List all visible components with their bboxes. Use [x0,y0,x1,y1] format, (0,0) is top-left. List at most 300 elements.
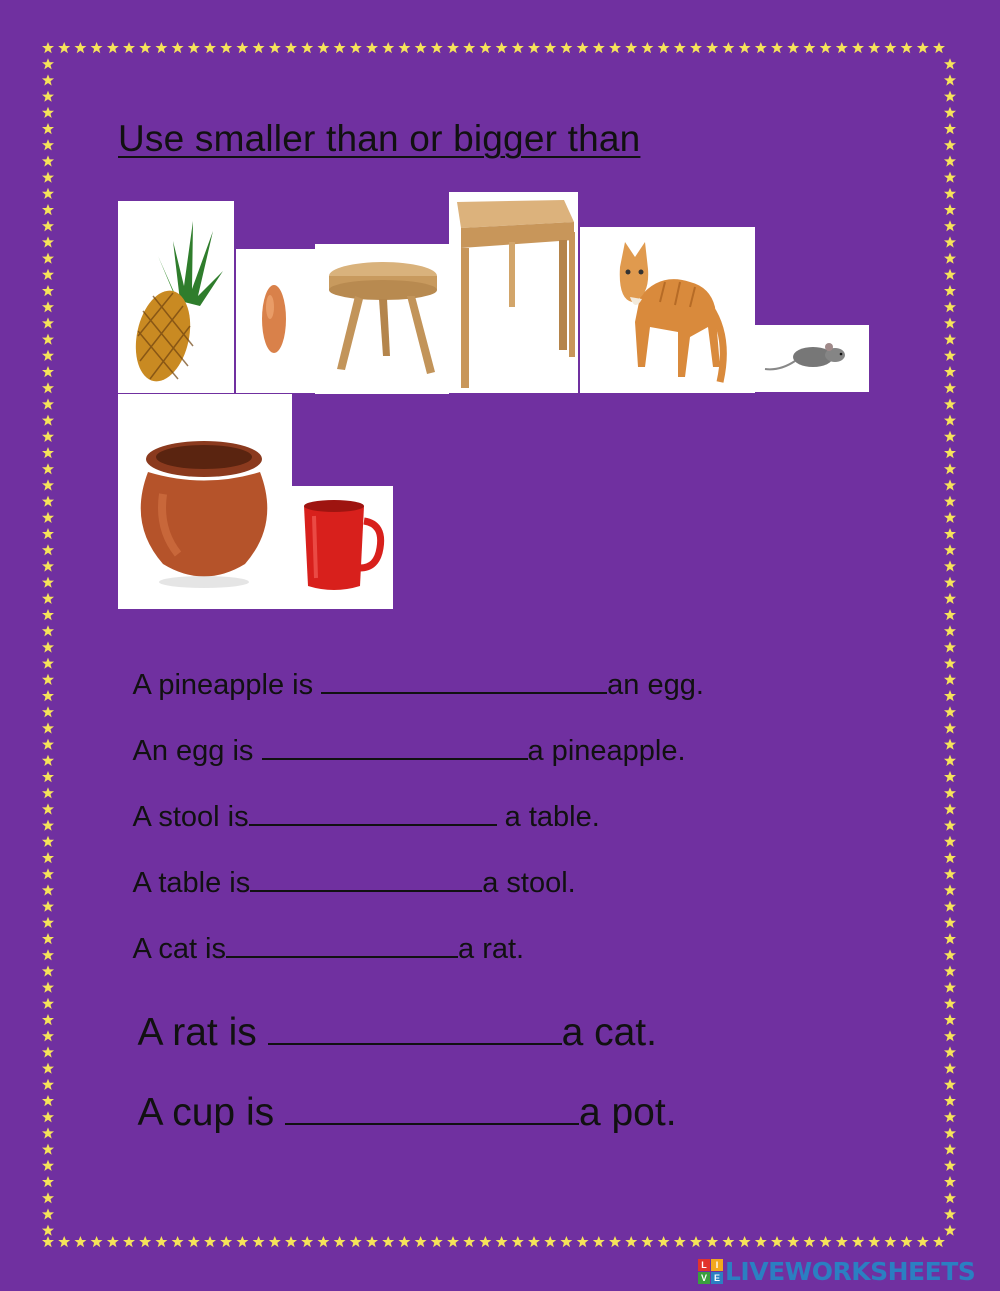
sentence-6 [118,967,657,1055]
border-star-icon [944,496,956,507]
logo-block-i: I [711,1259,723,1271]
border-star-icon [933,1236,945,1247]
border-star-icon [42,803,54,814]
border-star-icon [42,74,54,85]
border-star-icon [42,350,54,361]
border-star-icon [944,998,956,1009]
border-star-icon [944,58,956,69]
sentence-5 [118,900,524,966]
border-star-icon [42,641,54,652]
border-star-icon [204,42,216,53]
border-star-icon [944,269,956,280]
border-star-icon [188,1236,200,1247]
border-star-icon [42,366,54,377]
border-star-icon [42,577,54,588]
border-star-icon [285,1236,297,1247]
border-star-icon [42,787,54,798]
border-star-icon [944,820,956,831]
border-star-icon [42,463,54,474]
border-star-icon [944,447,956,458]
border-star-icon [42,1160,54,1171]
border-star-icon [42,301,54,312]
border-star-icon [301,42,313,53]
border-star-icon [609,42,621,53]
answer-blank-7[interactable] [285,1122,579,1125]
border-star-icon [852,42,864,53]
border-star-icon [868,42,880,53]
border-star-icon [107,1236,119,1247]
border-star-icon [42,1192,54,1203]
sentence-6-start: A rat is [137,1011,268,1054]
border-star-icon [944,658,956,669]
border-star-icon [366,1236,378,1247]
border-star-icon [317,1236,329,1247]
border-star-icon [42,512,54,523]
border-star-icon [771,1236,783,1247]
border-star-icon [944,188,956,199]
border-star-icon [690,42,702,53]
border-star-icon [944,528,956,539]
border-star-icon [42,625,54,636]
border-star-icon [42,139,54,150]
border-star-icon [447,1236,459,1247]
border-star-icon [820,1236,832,1247]
border-star-icon [944,91,956,102]
table-image [449,192,578,393]
border-star-icon [139,42,151,53]
sentence-1-end: an egg. [607,669,704,701]
border-star-icon [641,1236,653,1247]
border-star-icon [944,609,956,620]
border-star-icon [42,998,54,1009]
sentence-2-end: a pineapple. [527,735,686,767]
border-star-icon [42,722,54,733]
border-star-icon [42,334,54,345]
border-star-icon [944,593,956,604]
logo-block-e: E [711,1272,723,1284]
border-star-icon [944,577,956,588]
border-star-icon [42,706,54,717]
logo-block-v: V [698,1272,710,1284]
border-star-icon [269,1236,281,1247]
border-star-icon [944,625,956,636]
sentence-4-start: A table is [132,867,251,899]
border-star-icon [944,1046,956,1057]
border-star-icon [91,42,103,53]
border-star-icon [42,123,54,134]
border-star-icon [42,739,54,750]
answer-blank-6[interactable] [268,1042,562,1045]
border-star-icon [944,1111,956,1122]
border-star-icon [944,884,956,895]
border-star-icon [917,42,929,53]
border-star-icon [944,787,956,798]
answer-blank-3[interactable] [249,823,497,826]
border-star-icon [771,42,783,53]
border-star-icon [625,42,637,53]
border-star-icon [42,965,54,976]
border-star-icon [944,301,956,312]
border-star-icon [944,755,956,766]
border-star-icon [944,933,956,944]
liveworksheets-logo[interactable] [698,1256,975,1286]
border-star-icon [944,1176,956,1187]
border-star-icon [944,172,956,183]
border-star-icon [463,1236,475,1247]
border-star-icon [944,74,956,85]
border-star-icon [496,42,508,53]
sentence-3-end: a table. [496,801,600,833]
border-star-icon [42,431,54,442]
answer-blank-1[interactable] [321,691,607,694]
border-star-icon [658,42,670,53]
border-star-icon [944,398,956,409]
border-star-icon [42,496,54,507]
sentence-2 [118,702,686,768]
border-star-icon [944,1192,956,1203]
border-star-icon [944,852,956,863]
border-star-icon [609,1236,621,1247]
border-star-icon [42,220,54,231]
border-star-icon [944,236,956,247]
sentence-6-end: a cat. [561,1011,657,1054]
border-star-icon [42,172,54,183]
border-star-icon [123,42,135,53]
answer-blank-2[interactable] [262,757,528,760]
border-star-icon [944,803,956,814]
border-star-icon [933,42,945,53]
border-star-icon [42,609,54,620]
border-star-icon [884,42,896,53]
border-star-icon [42,852,54,863]
border-star-icon [625,1236,637,1247]
border-star-icon [42,447,54,458]
pineapple-image [118,201,234,393]
border-star-icon [42,674,54,685]
border-star-icon [944,917,956,928]
border-star-icon [42,91,54,102]
border-star-icon [350,1236,362,1247]
border-star-icon [690,1236,702,1247]
border-star-icon [42,382,54,393]
border-star-icon [285,42,297,53]
egg-image [236,249,315,393]
border-star-icon [220,42,232,53]
border-star-icon [366,42,378,53]
border-star-icon [944,1079,956,1090]
border-star-icon [944,674,956,685]
border-star-icon [155,42,167,53]
sentence-3-start: A stool is [132,801,249,833]
border-star-icon [901,1236,913,1247]
border-star-icon [901,42,913,53]
border-star-icon [944,1063,956,1074]
border-star-icon [944,771,956,782]
border-star-icon [944,139,956,150]
border-star-icon [884,1236,896,1247]
border-star-icon [706,1236,718,1247]
border-star-icon [944,982,956,993]
border-star-icon [560,42,572,53]
border-star-icon [560,1236,572,1247]
border-star-icon [755,42,767,53]
border-star-icon [755,1236,767,1247]
sentence-1-start: A pineapple is [132,669,322,701]
border-star-icon [42,58,54,69]
border-star-icon [787,1236,799,1247]
border-star-icon [944,463,956,474]
border-star-icon [944,350,956,361]
border-star-icon [42,917,54,928]
border-star-icon [944,1208,956,1219]
border-star-icon [42,415,54,426]
border-star-icon [42,107,54,118]
border-star-icon [944,706,956,717]
border-star-icon [944,1127,956,1138]
border-star-icon [722,42,734,53]
sentence-5-start: A cat is [132,933,227,965]
border-star-icon [42,658,54,669]
border-star-icon [820,42,832,53]
border-star-icon [944,155,956,166]
border-star-icon [42,1225,54,1236]
border-star-icon [236,42,248,53]
border-star-icon [42,901,54,912]
border-star-icon [479,1236,491,1247]
border-star-icon [431,42,443,53]
border-star-icon [944,949,956,960]
pot-image [118,394,292,609]
worksheet-title: Use smaller than or bigger than [118,118,641,159]
border-star-icon [944,868,956,879]
border-star-icon [220,1236,232,1247]
border-star-icon [944,1160,956,1171]
border-star-icon [42,755,54,766]
border-star-icon [431,1236,443,1247]
border-star-icon [944,512,956,523]
border-star-icon [334,42,346,53]
border-star-icon [42,204,54,215]
border-star-icon [42,269,54,280]
border-star-icon [944,382,956,393]
border-star-icon [722,1236,734,1247]
border-star-icon [577,1236,589,1247]
border-star-icon [188,42,200,53]
border-star-icon [944,1095,956,1106]
border-star-icon [447,42,459,53]
border-star-icon [42,188,54,199]
sentence-1 [118,636,704,702]
border-star-icon [123,1236,135,1247]
border-star-icon [674,1236,686,1247]
border-star-icon [852,1236,864,1247]
border-star-icon [415,1236,427,1247]
border-star-icon [42,982,54,993]
border-star-icon [42,253,54,264]
border-star-icon [944,641,956,652]
border-star-icon [944,901,956,912]
border-star-icon [836,42,848,53]
border-star-icon [58,1236,70,1247]
border-star-icon [350,42,362,53]
border-star-icon [944,1225,956,1236]
border-star-icon [944,253,956,264]
border-star-icon [496,1236,508,1247]
border-star-icon [301,1236,313,1247]
border-star-icon [803,1236,815,1247]
border-star-icon [944,739,956,750]
border-star-icon [544,1236,556,1247]
sentence-7-end: a pot. [578,1091,677,1134]
sentence-7-start: A cup is [137,1091,285,1134]
border-star-icon [528,42,540,53]
rat-image [755,325,869,392]
border-star-icon [944,1014,956,1025]
border-star-icon [42,1236,54,1247]
border-star-icon [253,42,265,53]
border-star-icon [42,398,54,409]
border-star-icon [42,1208,54,1219]
logo-blocks-icon [698,1259,723,1284]
border-star-icon [42,560,54,571]
border-star-icon [42,1111,54,1122]
border-star-icon [42,285,54,296]
border-star-icon [398,1236,410,1247]
border-star-icon [42,1063,54,1074]
border-star-icon [944,690,956,701]
border-star-icon [42,690,54,701]
border-star-icon [382,42,394,53]
border-star-icon [236,1236,248,1247]
sentence-3 [118,768,600,834]
border-star-icon [944,544,956,555]
border-star-icon [42,884,54,895]
border-star-icon [42,544,54,555]
border-star-icon [107,42,119,53]
border-star-icon [253,1236,265,1247]
border-star-icon [42,1144,54,1155]
border-star-icon [944,431,956,442]
border-star-icon [172,42,184,53]
border-star-icon [74,1236,86,1247]
border-star-icon [593,1236,605,1247]
border-star-icon [836,1236,848,1247]
border-star-icon [172,1236,184,1247]
border-star-icon [91,1236,103,1247]
border-star-icon [42,479,54,490]
border-star-icon [944,107,956,118]
border-star-icon [382,1236,394,1247]
sentence-4 [118,834,576,900]
border-star-icon [398,42,410,53]
border-star-icon [415,42,427,53]
cup-image [292,486,393,609]
border-star-icon [42,1014,54,1025]
sentence-5-end: a rat. [458,933,525,965]
border-star-icon [739,1236,751,1247]
border-star-icon [944,123,956,134]
logo-block-l: L [698,1259,710,1271]
border-star-icon [42,933,54,944]
border-star-icon [42,593,54,604]
sentence-4-end: a stool. [482,867,576,899]
border-star-icon [803,42,815,53]
border-star-icon [944,317,956,328]
border-star-icon [944,1144,956,1155]
border-star-icon [42,1127,54,1138]
border-star-icon [479,42,491,53]
border-star-icon [577,42,589,53]
border-star-icon [917,1236,929,1247]
border-star-icon [944,1030,956,1041]
border-star-icon [544,42,556,53]
answer-blank-4[interactable] [250,889,482,892]
border-star-icon [944,220,956,231]
border-star-icon [42,155,54,166]
border-star-icon [42,1030,54,1041]
border-star-icon [269,42,281,53]
border-star-icon [74,42,86,53]
border-star-icon [512,42,524,53]
border-star-icon [42,1176,54,1187]
border-star-icon [42,528,54,539]
border-star-icon [944,560,956,571]
border-star-icon [42,42,54,53]
border-star-icon [944,334,956,345]
border-star-icon [528,1236,540,1247]
border-star-icon [42,836,54,847]
border-star-icon [463,42,475,53]
border-star-icon [944,479,956,490]
logo-text: LIVEWORKSHEETS [725,1256,976,1286]
border-star-icon [42,868,54,879]
border-star-icon [317,42,329,53]
border-star-icon [944,722,956,733]
border-star-icon [868,1236,880,1247]
border-star-icon [944,366,956,377]
border-star-icon [42,236,54,247]
border-star-icon [944,836,956,847]
border-star-icon [944,285,956,296]
border-star-icon [42,1046,54,1057]
sentence-2-start: An egg is [132,735,262,767]
border-star-icon [706,42,718,53]
border-star-icon [139,1236,151,1247]
border-star-icon [42,820,54,831]
border-star-icon [204,1236,216,1247]
border-star-icon [593,42,605,53]
border-star-icon [674,42,686,53]
border-star-icon [658,1236,670,1247]
border-star-icon [42,949,54,960]
border-star-icon [42,771,54,782]
border-star-icon [42,1079,54,1090]
border-star-icon [42,317,54,328]
stool-image [315,244,449,394]
border-star-icon [42,1095,54,1106]
answer-blank-5[interactable] [226,955,458,958]
sentence-7 [118,1047,677,1135]
border-star-icon [944,965,956,976]
border-star-icon [944,204,956,215]
border-star-icon [155,1236,167,1247]
border-star-icon [58,42,70,53]
cat-image [580,227,755,393]
border-star-icon [944,415,956,426]
border-star-icon [739,42,751,53]
border-star-icon [787,42,799,53]
border-star-icon [512,1236,524,1247]
